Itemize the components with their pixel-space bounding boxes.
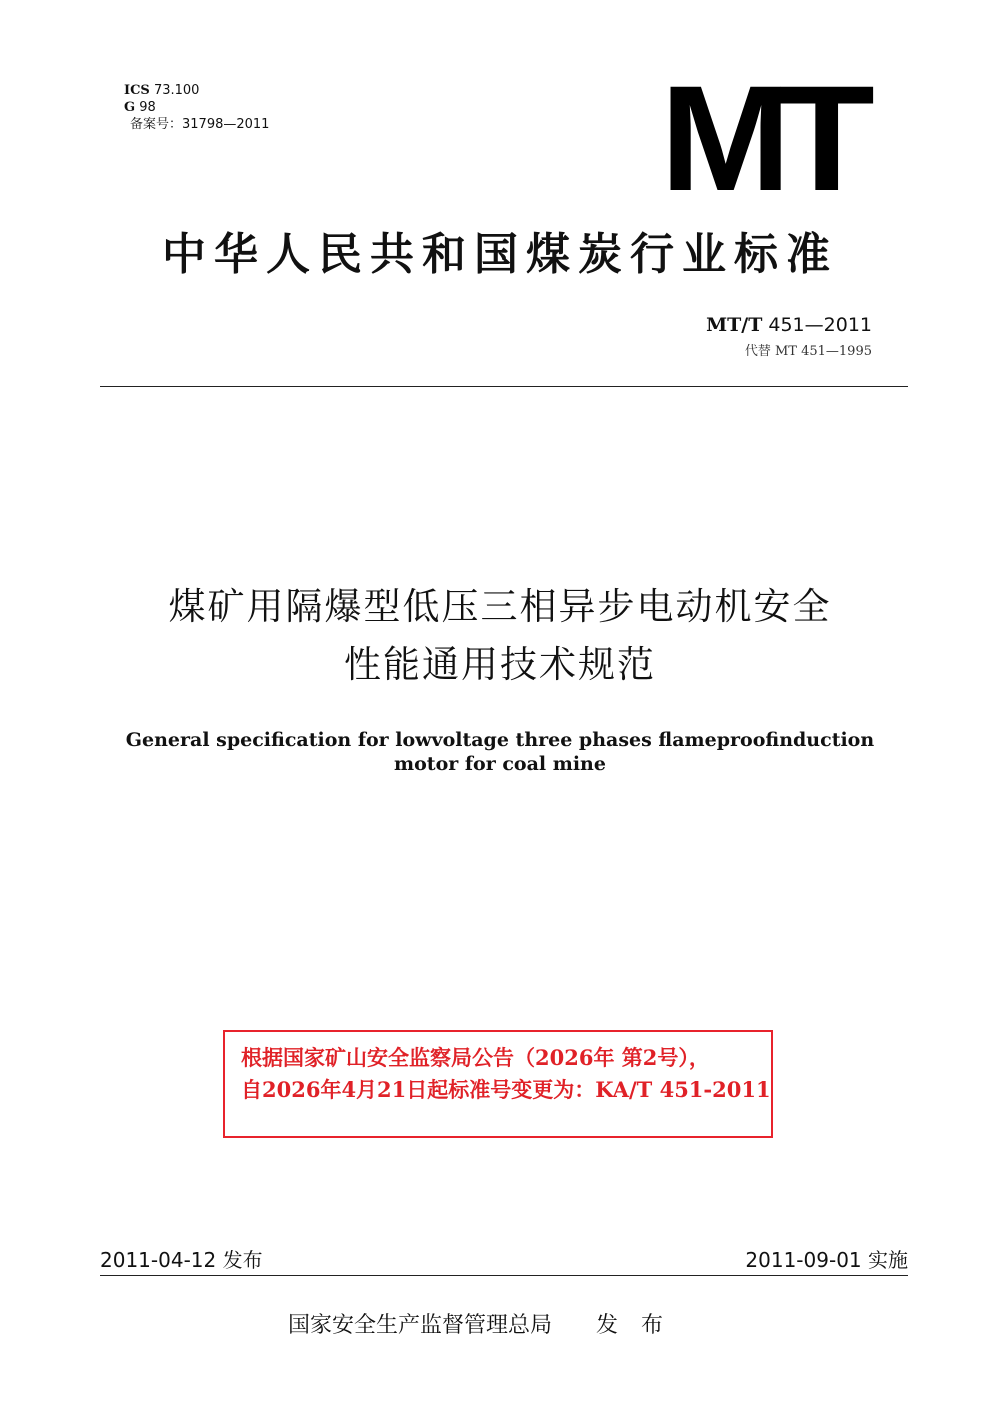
title-chinese [60,578,940,694]
header-divider [100,386,908,387]
standard-title: 中华人民共和国煤炭行业标准 [162,229,838,280]
mt-logo: MT [660,54,863,222]
effective-date: 2011-09-01 实施 [745,1248,908,1272]
ics-value: 73.100 [153,83,200,98]
standard-code [706,314,872,336]
publish-date: 2011-04-12 发布 [100,1248,263,1272]
record-number: 备案号：31798—2011 [130,117,270,132]
ics-code [124,82,199,99]
class-value: 98 [139,100,156,115]
class-label: G [124,100,136,115]
issuer-action: 发 布 [596,1313,672,1338]
title-english [100,728,900,776]
title-en-line-2: motor for coal mine [394,753,606,775]
issuer-name: 国家安全生产监督管理总局 [288,1313,553,1338]
code-prefix: MT/T [706,314,763,336]
notice-line-2: 自2026年4月21日起标准号变更为：KA/T 451-2011 [241,1077,771,1102]
code-change-notice [223,1030,773,1138]
title-cn-line-2: 性能通用技术规范 [344,643,656,686]
footer-divider [100,1275,908,1276]
classification-code [124,99,156,116]
code-number: 451—2011 [768,314,872,336]
notice-line-1: 根据国家矿山安全监察局公告（2026年 第2号）， [241,1045,710,1070]
replaces-note: 代替 MT 451—1995 [744,344,872,359]
title-en-line-1: General specification for lowvoltage three phases flameproofinduction [125,729,875,751]
ics-label: ICS [124,83,150,98]
title-cn-line-1: 煤矿用隔爆型低压三相异步电动机安全 [168,585,832,628]
issuer [288,1308,671,1339]
